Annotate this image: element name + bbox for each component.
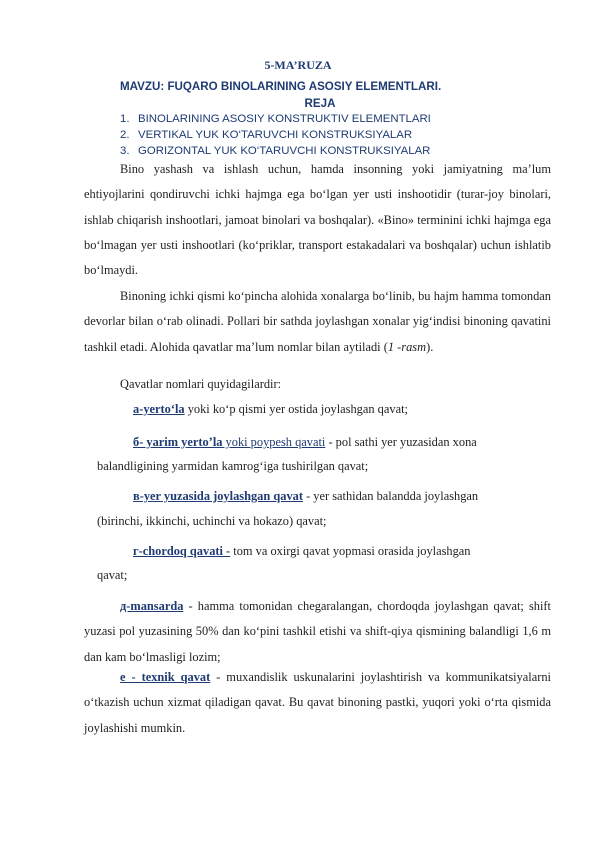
desc-attic: tom va oxirgi qavat yopmasi orasida joylashgan [230,544,471,558]
plan-heading: REJA [304,97,336,110]
term-ground-floor: в-yer yuzasida joylashgan qavat [133,489,303,503]
floor-item-ground [133,489,478,504]
term-basement: a-yerto‘la [133,402,185,416]
term-attic: г-chordoq qavati - [133,544,231,558]
desc-ground-floor: - yer sathidan balandda joylashgan [302,489,479,503]
lecture-title: 5-MA’RUZA [264,58,332,72]
desc-semi-basement-cont: balandligining yarmidan kamrog‘iga tushirilgan qavat; [97,459,369,473]
floor-item-technical [84,665,551,741]
floor-item-attic [133,544,471,559]
plan-text: BINOLARINING ASOSIY KONSTRUKTIV ELEMENTLARI [138,113,431,125]
term-semi-basement-alt: yoki poypesh qavati [222,435,326,449]
term-technical: e - texnik qavat [120,670,211,684]
desc-technical: - muxandislik uskunalarini joylashtirish va kommunikatsiyalarni o‘tkazish uchun xizmat qiladigan qavat. Bu qavat binoning pastki, yuqori yoki o‘rta qismida joylashishi mumkin. [84,670,551,735]
paragraph-floors-end: ). [426,339,434,354]
paragraph-definition: Bino yashash va ishlash uchun, hamda insonning yoki jamiyatning ma’lum ehtiyojlarini qondiruvchi ichki hajmga ega bo‘lgan yer usti inshootidir (turar-joy binolari, ishlab chiqarish inshootlari, jamoat binolari va boshqalar). «Bino» terminini ichki hajmga ega bo‘lmagan yer usti inshootlari (ko‘priklar, transport estakadalari va boshqalar) uchun ishlatib bo‘lmaydi. [84,162,551,278]
plan-item-3 [120,145,540,157]
plan-item-2 [120,129,540,141]
term-semi-basement: б- yarim yerto’la [133,435,223,449]
desc-mansard: - hamma tomonidan chegaralangan, chordoqda joylashgan qavat; shift yuzasi pol yuzasining 50% dan ko‘pini tashkil etishi va shift-qiya qismining balandligi 1,6 m dan kam bo‘lmasligi lozim; [84,599,551,664]
desc-semi-basement: - pol sathi yer yuzasidan xona [325,435,477,449]
floor-item-mansard [84,594,551,670]
floor-item-basement [133,402,408,417]
plan-number: 2. [120,129,130,141]
plan-text: GORIZONTAL YUK KO‘TARUVCHI KONSTRUKSIYALAR [138,145,431,157]
desc-ground-floor-cont: (birinchi, ikkinchi, uchinchi va hokazo) qavat; [97,514,327,528]
plan-number: 3. [120,145,130,157]
figure-reference: 1 -rasm [387,339,427,354]
plan-text: VERTIKAL YUK KO‘TARUVCHI KONSTRUKSIYALAR [138,129,413,141]
paragraph-floors [84,284,551,360]
plan-number: 1. [120,113,130,125]
floor-names-intro: Qavatlar nomlari quyidagilardir: [120,377,282,391]
desc-basement: yoki ko‘p qismi yer ostida joylashgan qavat; [184,402,408,416]
topic-heading: MAVZU: FUQARO BINOLARINING ASOSIY ELEMENTLARI. [120,80,442,93]
desc-attic-cont: qavat; [97,568,128,582]
floor-item-semi-basement [133,435,477,450]
plan-item-1 [120,113,540,125]
paragraph-floors-text: Binoning ichki qismi ko‘pincha alohida xonalarga bo‘linib, bu hajm hamma tomondan devorlar bilan o‘rab olinadi. Pollari bir sathda joylashgan xonalar yig‘indisi binoning qavatini tashkil etadi. Alohida qavatlar ma’lum nomlar bilan aytiladi ( [84,289,551,354]
term-mansard: д-mansarda [120,599,184,613]
